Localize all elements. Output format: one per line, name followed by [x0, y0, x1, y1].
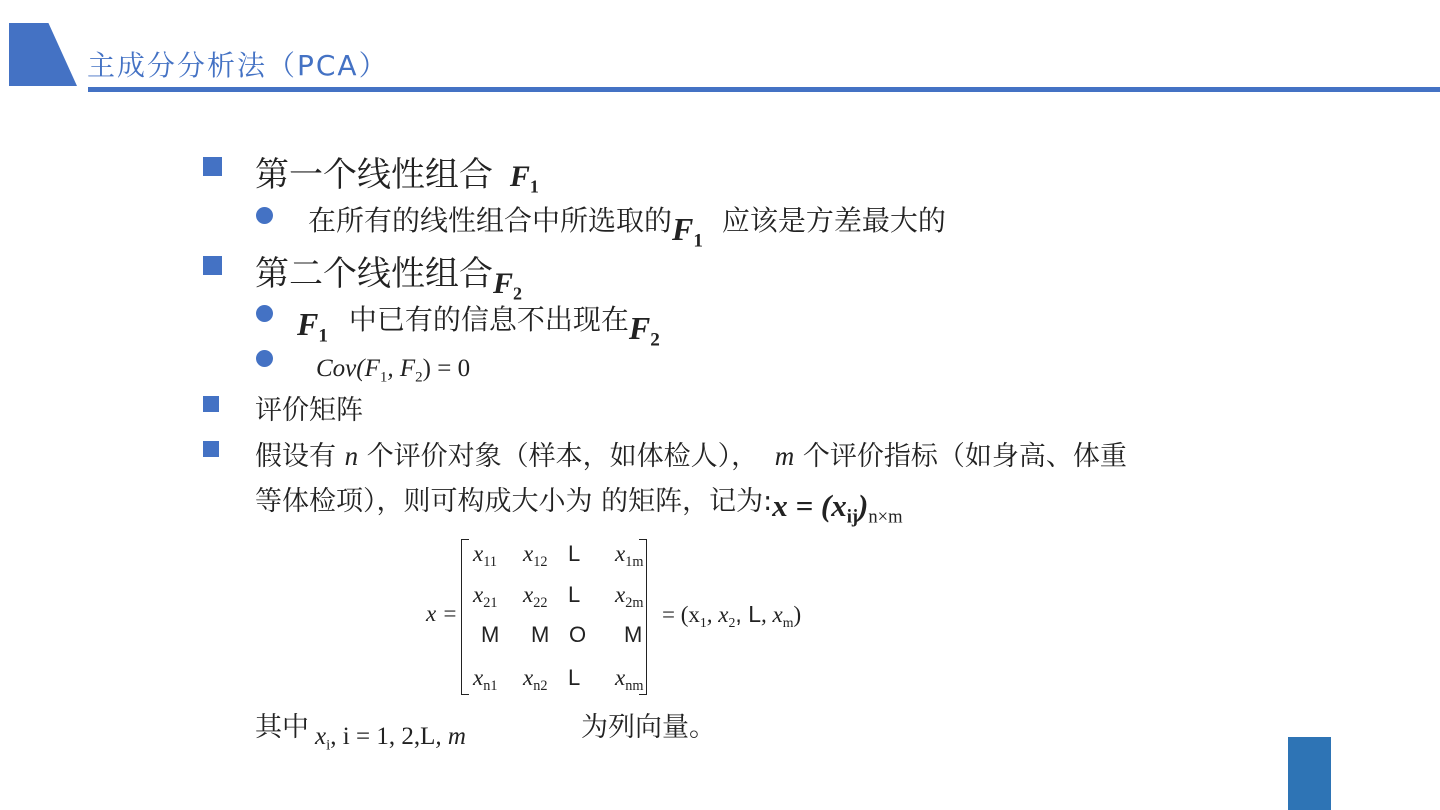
column-vector-suffix: 为列向量。 [581, 712, 716, 743]
bullet-evaluation-matrix: 评价矩阵 [255, 395, 363, 426]
round-bullet-icon [256, 207, 273, 224]
symbol-f: $F_2$ [493, 267, 523, 304]
symbol-f: $F_1$ [509, 160, 539, 197]
matrix-cell: $x_{22}$ [523, 582, 548, 611]
header-rule [88, 87, 1440, 92]
matrix-cell: M [481, 622, 500, 647]
square-bullet-icon [203, 396, 219, 412]
matrix-cell: $x_{1m}$ [615, 541, 644, 570]
matrix-cell: $x_{2m}$ [615, 582, 644, 611]
matrix-cell: $x_{nm}$ [615, 665, 644, 694]
matrix-cell: $x_{11}$ [473, 541, 497, 570]
page-title: 主成分分析法（PCA） [87, 49, 389, 82]
header-corner-decoration [9, 23, 77, 86]
bullet-first-linear-combination [255, 147, 539, 197]
matrix-cell: $x_{12}$ [523, 541, 548, 570]
covariance-formula: $Cov(F_1$, $F_2) = 0$ [316, 355, 471, 386]
round-bullet-icon [256, 350, 273, 367]
square-bullet-icon [203, 441, 219, 457]
matrix-cell: M [531, 622, 550, 647]
matrix-cell: $x_{n1}$ [473, 665, 498, 694]
matrix-cell: M [624, 622, 643, 647]
symbol-f: $F_2$ [628, 310, 660, 351]
symbol-f: $F_1$ [672, 211, 703, 252]
matrix-cell: L [568, 541, 581, 566]
index-formula: $x_i$, i = 1, 2,L, m [315, 723, 466, 754]
matrix-cell: $x_{n2}$ [523, 665, 548, 694]
sub-bullet-no-repeat-info: $F_1$ 中已有的信息不出现在$F_2$ [297, 303, 660, 351]
matrix-cell: L [568, 665, 581, 690]
matrix-lhs: x = [426, 601, 458, 626]
bullet-assumption-line2: 等体检项），则可构成大小为 的矩阵，记为:x = $(x_{ij})_{n\times m}$ [255, 486, 903, 528]
column-vector-note: 其中 $x_i$, i = 1, 2,L, m [255, 712, 466, 754]
matrix-rhs: = ($x_1$, $x_2$, L, $x_m$) [662, 601, 802, 630]
bullet-text: 第一个线性组合 [255, 155, 493, 195]
matrix-definition: $x = (x_{ij})_{n\times m}$ [772, 488, 903, 528]
symbol-f: $F_1$ [297, 306, 328, 347]
square-bullet-icon [203, 256, 222, 275]
square-bullet-icon [203, 157, 222, 176]
bullet-assumption-line1: 假设有 n 个评价对象（样本，如体检人）， m 个评价指标（如身高、体重 [255, 441, 1127, 472]
sub-bullet-max-variance: 在所有的线性组合中所选取的$F_1$ 应该是方差最大的 [308, 204, 946, 252]
round-bullet-icon [256, 305, 273, 322]
matrix-left-bracket [461, 539, 469, 695]
bullet-second-linear-combination: 第二个线性组合$F_2$ [255, 254, 523, 304]
matrix-cell: $x_{21}$ [473, 582, 498, 611]
corner-block-decoration [1288, 737, 1331, 810]
matrix-cell: L [568, 582, 581, 607]
matrix-cell: O [569, 622, 587, 647]
